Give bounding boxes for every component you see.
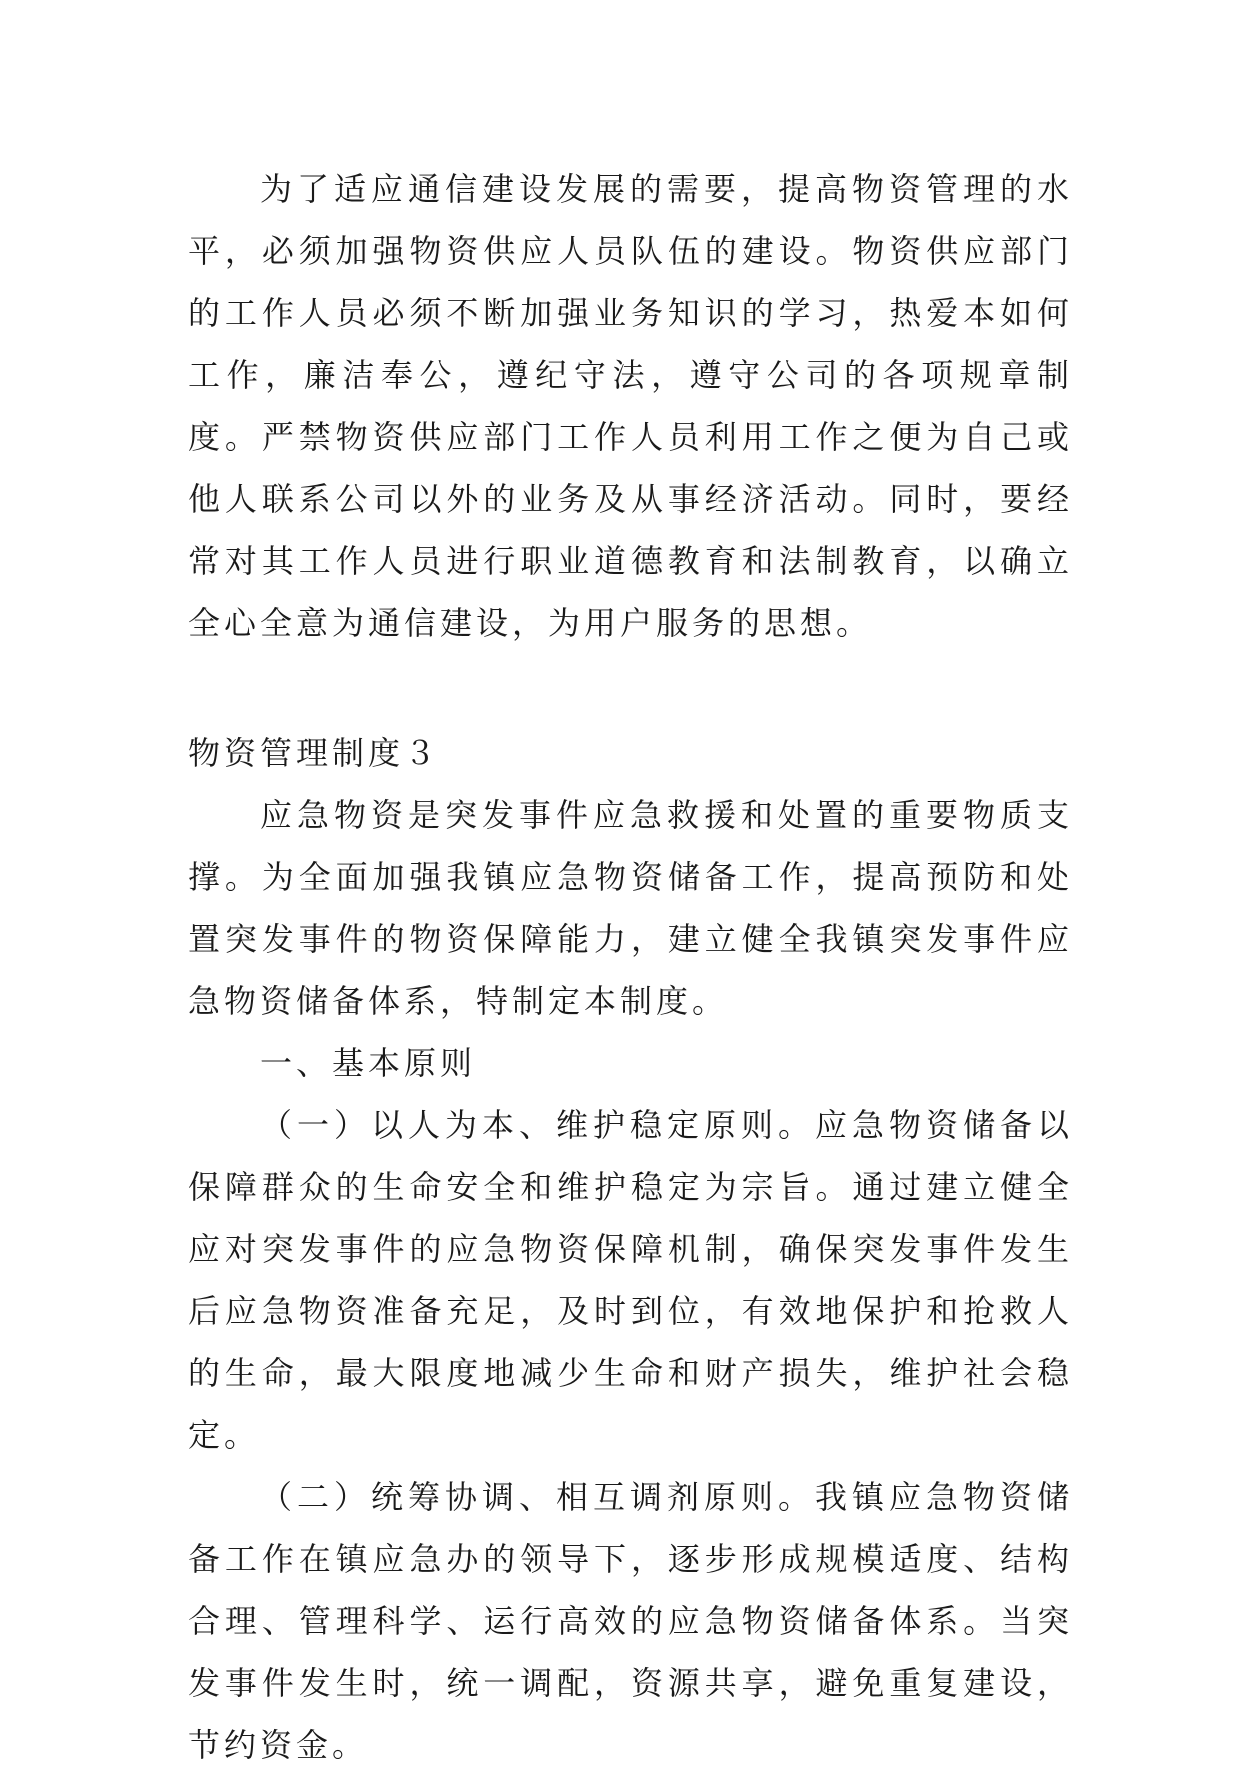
paragraph-principle-2: （二）统筹协调、相互调剂原则。我镇应急物资储备工作在镇应急办的领导下，逐步形成规模适度、结构合理、管理科学、运行高效的应急物资储备体系。当突发事件发生时，统一调配，资源共享，避免重复建设，节约资金。 xyxy=(188,1478,1073,1764)
section-gap xyxy=(188,654,1073,722)
paragraph-intro: 为了适应通信建设发展的需要，提高物资管理的水平，必须加强物资供应人员队伍的建设。物资供应部门的工作人员必须不断加强业务知识的学习，热爱本如何工作，廉洁奉公，遵纪守法，遵守公司的各项规章制度。严禁物资供应部门工作人员利用工作之便为自己或他人联系公司以外的业务及从事经济活动。同时，要经常对其工作人员进行职业道德教育和法制教育，以确立全心全意为通信建设，为用户服务的思想。 xyxy=(188,170,1073,642)
subheading-basic-principles: 一、基本原则 xyxy=(260,1044,477,1082)
section-title: 物资管理制度３ xyxy=(188,734,441,772)
paragraph-principle-1: （一）以人为本、维护稳定原则。应急物资储备以保障群众的生命安全和维护稳定为宗旨。通过建立健全应对突发事件的应急物资保障机制，确保突发事件发生后应急物资准备充足，及时到位，有效地保护和抢救人的生命，最大限度地减少生命和财产损失，维护社会稳定。 xyxy=(188,1106,1073,1454)
document-body xyxy=(188,158,1073,1776)
paragraph-purpose: 应急物资是突发事件应急救援和处置的重要物质支撑。为全面加强我镇应急物资储备工作，提高预防和处置突发事件的物资保障能力，建立健全我镇突发事件应急物资储备体系，特制定本制度。 xyxy=(188,796,1073,1020)
